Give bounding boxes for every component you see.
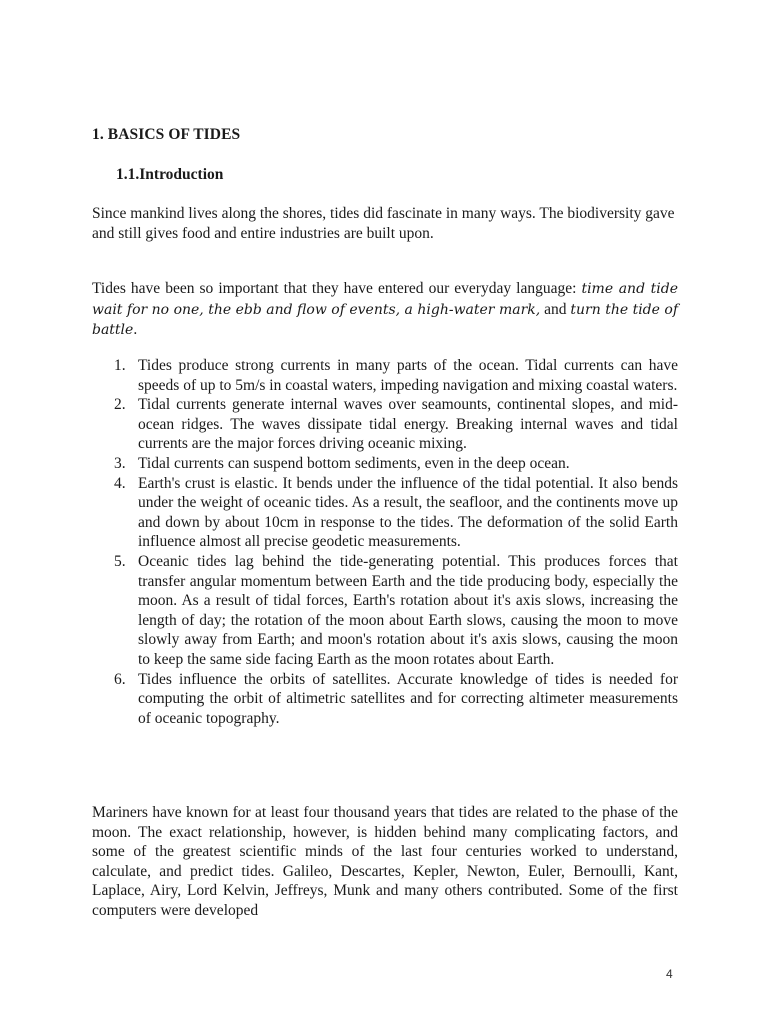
list-item-text: Tides produce strong currents in many parts of the ocean. Tidal currents can have speeds of up to 5m/s in coastal waters, impeding navigation and mixing coastal waters. [138,357,678,394]
list-item-number: 6. [114,670,126,688]
list-item-number: 2. [114,396,126,414]
list-item-text: Earth's crust is elastic. It bends under the influence of the tidal potential. It also bends under the weight of oceanic tides. As a result, the seafloor, and the continents move up and down by about 10cm in response to the tides. The deformation of the solid Earth influence almost all precise geodetic measurements. [138,474,678,551]
tidal-effects-list [92,356,678,728]
page-number: 4 [666,967,673,981]
list-item-text: Tides influence the orbits of satellites. Accurate knowledge of tides is needed for computing the orbit of altimetric satellites and for correcting altimeter measurements of oceanic topography. [138,670,678,727]
section-heading: 1. BASICS OF TIDES [92,126,241,143]
language-paragraph-lead: Tides have been so important that they have entered our everyday language: [92,280,582,297]
intro-paragraph: Since mankind lives along the shores, tides did fascinate in many ways. The biodiversity gave and still gives food and entire industries are built upon. [92,205,675,242]
list-item [92,474,678,552]
list-item-number: 4. [114,474,126,492]
language-paragraph [92,279,678,341]
list-item-text: Tidal currents can suspend bottom sediments, even in the deep ocean. [138,454,570,472]
idiom-phrases-a: time and tide wait for no one, the ebb and flow of events, a high-water mark, [92,281,679,318]
list-item-text: Tidal currents generate internal waves over seamounts, continental slopes, and mid-ocean ridges. The waves dissipate tidal energy. Breaking internal waves and tidal currents are the major forces driving oceanic mixing. [138,396,678,453]
subsection-heading: 1.1.Introduction [116,166,224,183]
list-item-text: Oceanic tides lag behind the tide-generating potential. This produces forces that transfer angular momentum between Earth and the tide producing body, especially the moon. As a result of tidal forces, Earth's rotation about it's axis slows, increasing the length of day; the rotation of the moon about Earth slows, causing the moon to move slowly away from Earth; and moon's rotation about it's axis slows, causing the moon to keep the same side facing Earth as the moon rotates about Earth. [138,552,678,668]
history-paragraph: Mariners have known for at least four thousand years that tides are related to the phase of the moon. The exact relationship, however, is hidden behind many complicating factors, and some of the greatest scientific minds of the last four centuries worked to understand, calculate, and predict tides. Galileo, Descartes, Kepler, Newton, Euler, Bernoulli, Kant, Laplace, Airy, Lord Kelvin, Jeffreys, Munk and many others contributed. Some of the first computers were developed [92,804,678,919]
list-item [92,395,678,454]
list-item [92,356,678,395]
idiom-phrases-b: turn the tide of battle [92,301,678,339]
language-paragraph-connector: and [540,300,571,318]
list-item-number: 3. [114,454,126,472]
list-item-number: 1. [114,357,126,374]
language-paragraph-end: . [133,321,138,339]
list-item-number: 5. [114,552,126,570]
list-item [92,454,678,474]
list-item [92,552,678,670]
list-item [92,670,678,729]
